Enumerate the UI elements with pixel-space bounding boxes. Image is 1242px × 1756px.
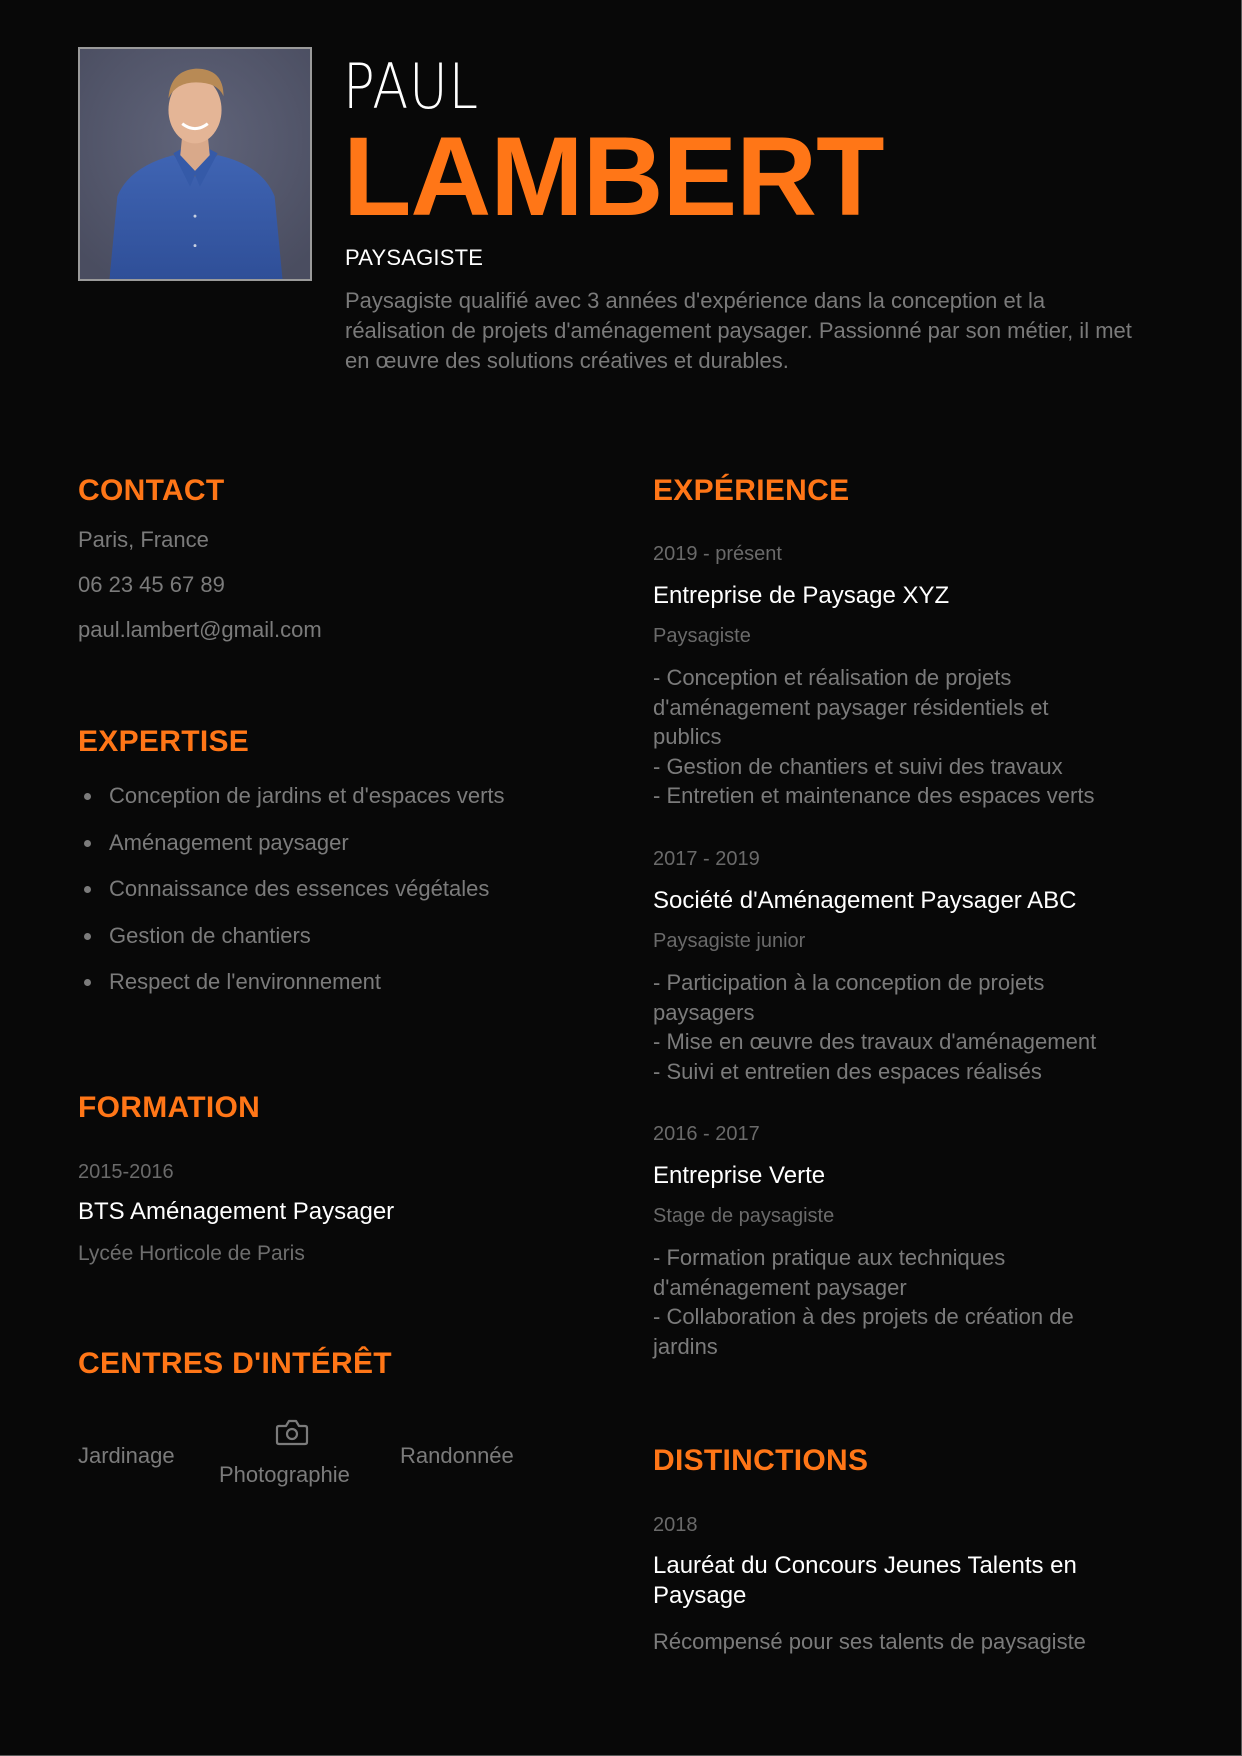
formation-heading: FORMATION <box>78 1091 261 1124</box>
expertise-item-label: Conception de jardins et d'espaces verts <box>109 783 505 808</box>
interest-jardinage: Jardinage <box>78 1443 175 1468</box>
expertise-list <box>78 782 505 1015</box>
detail-line: - Formation pratique aux techniques <box>653 1245 1006 1270</box>
profile-summary: Paysagiste qualifié avec 3 années d'expérience dans la conception et la réalisation de projets d'aménagement paysager. Passionné par son métier, il met en œuvre des solutions créatives et durables. <box>345 288 1132 373</box>
experience-role: Paysagiste <box>653 625 751 647</box>
bullet-icon <box>84 933 91 940</box>
last-name: LAMBERT <box>343 114 884 239</box>
distinction-title <box>653 1551 1173 1611</box>
detail-line: jardins <box>653 1333 718 1359</box>
contact-heading: CONTACT <box>78 474 225 507</box>
experience-entry <box>653 846 1173 1086</box>
first-name: PAUL <box>343 50 479 123</box>
experience-role: Stage de paysagiste <box>653 1205 835 1227</box>
experience-company: Entreprise Verte <box>653 1162 826 1189</box>
detail-line: publics <box>653 724 722 749</box>
formation-degree: BTS Aménagement Paysager <box>78 1198 395 1225</box>
interest-randonnee: Randonnée <box>400 1443 514 1468</box>
distinction-description: Récompensé pour ses talents de paysagiste <box>653 1629 1086 1654</box>
expertise-item <box>78 968 505 1015</box>
expertise-item <box>78 875 505 922</box>
detail-line: paysagers <box>653 999 755 1025</box>
detail-line: - Participation à la conception de projets <box>653 970 1045 995</box>
formation-school: Lycée Horticole de Paris <box>78 1242 305 1265</box>
detail-line: d'aménagement paysager résidentiels et <box>653 694 1049 720</box>
expertise-item-label: Respect de l'environnement <box>109 969 382 994</box>
expertise-item <box>78 922 505 969</box>
experience-entry <box>653 1121 1173 1361</box>
contact-location: Paris, France <box>78 527 209 552</box>
experience-company: Entreprise de Paysage XYZ <box>653 582 950 609</box>
profile-photo <box>78 47 312 281</box>
detail-line: - Gestion de chantiers et suivi des travaux <box>653 753 1063 779</box>
distinction-title-line: Lauréat du Concours Jeunes Talents en <box>653 1552 1077 1579</box>
distinctions-heading: DISTINCTIONS <box>653 1444 869 1477</box>
interests-list <box>78 1415 558 1505</box>
distinction-title-line: Paysage <box>653 1582 747 1609</box>
experience-dates: 2019 - présent <box>653 543 782 565</box>
expertise-item-label: Gestion de chantiers <box>109 922 311 948</box>
detail-line: d'aménagement paysager <box>653 1274 907 1300</box>
bullet-icon <box>84 886 91 893</box>
bullet-icon <box>84 979 91 986</box>
contact-email[interactable]: paul.lambert@gmail.com <box>78 617 322 642</box>
experience-company: Société d'Aménagement Paysager ABC <box>653 887 1077 914</box>
experience-details <box>653 968 1173 1086</box>
contact-phone[interactable]: 06 23 45 67 89 <box>78 572 225 597</box>
formation-years: 2015-2016 <box>78 1161 174 1183</box>
bullet-icon <box>84 840 91 847</box>
expertise-heading: EXPERTISE <box>78 725 250 758</box>
job-title: PAYSAGISTE <box>345 245 484 270</box>
detail-line: - Collaboration à des projets de création de <box>653 1304 1074 1329</box>
expertise-item-label: Aménagement paysager <box>109 829 349 855</box>
expertise-item <box>78 782 505 829</box>
experience-details <box>653 663 1173 811</box>
experience-dates: 2017 - 2019 <box>653 848 760 870</box>
expertise-item-label: Connaissance des essences végétales <box>109 876 490 901</box>
experience-entry <box>653 541 1173 811</box>
experience-role: Paysagiste junior <box>653 930 806 952</box>
portrait-image <box>80 49 310 279</box>
detail-line: - Entretien et maintenance des espaces verts <box>653 783 1095 808</box>
detail-line: - Suivi et entretien des espaces réalisés <box>653 1058 1042 1084</box>
bullet-icon <box>84 793 91 800</box>
distinction-entry <box>653 1512 1173 1657</box>
detail-line: - Conception et réalisation de projets <box>653 665 1012 690</box>
experience-heading: EXPÉRIENCE <box>653 474 850 507</box>
interests-heading: CENTRES D'INTÉRÊT <box>78 1347 392 1380</box>
camera-icon <box>275 1418 309 1446</box>
interest-photographie: Photographie <box>219 1462 350 1487</box>
expertise-item <box>78 829 505 876</box>
experience-details <box>653 1243 1173 1361</box>
detail-line: - Mise en œuvre des travaux d'aménagement <box>653 1029 1097 1054</box>
distinction-year: 2018 <box>653 1514 698 1536</box>
experience-dates: 2016 - 2017 <box>653 1123 760 1145</box>
